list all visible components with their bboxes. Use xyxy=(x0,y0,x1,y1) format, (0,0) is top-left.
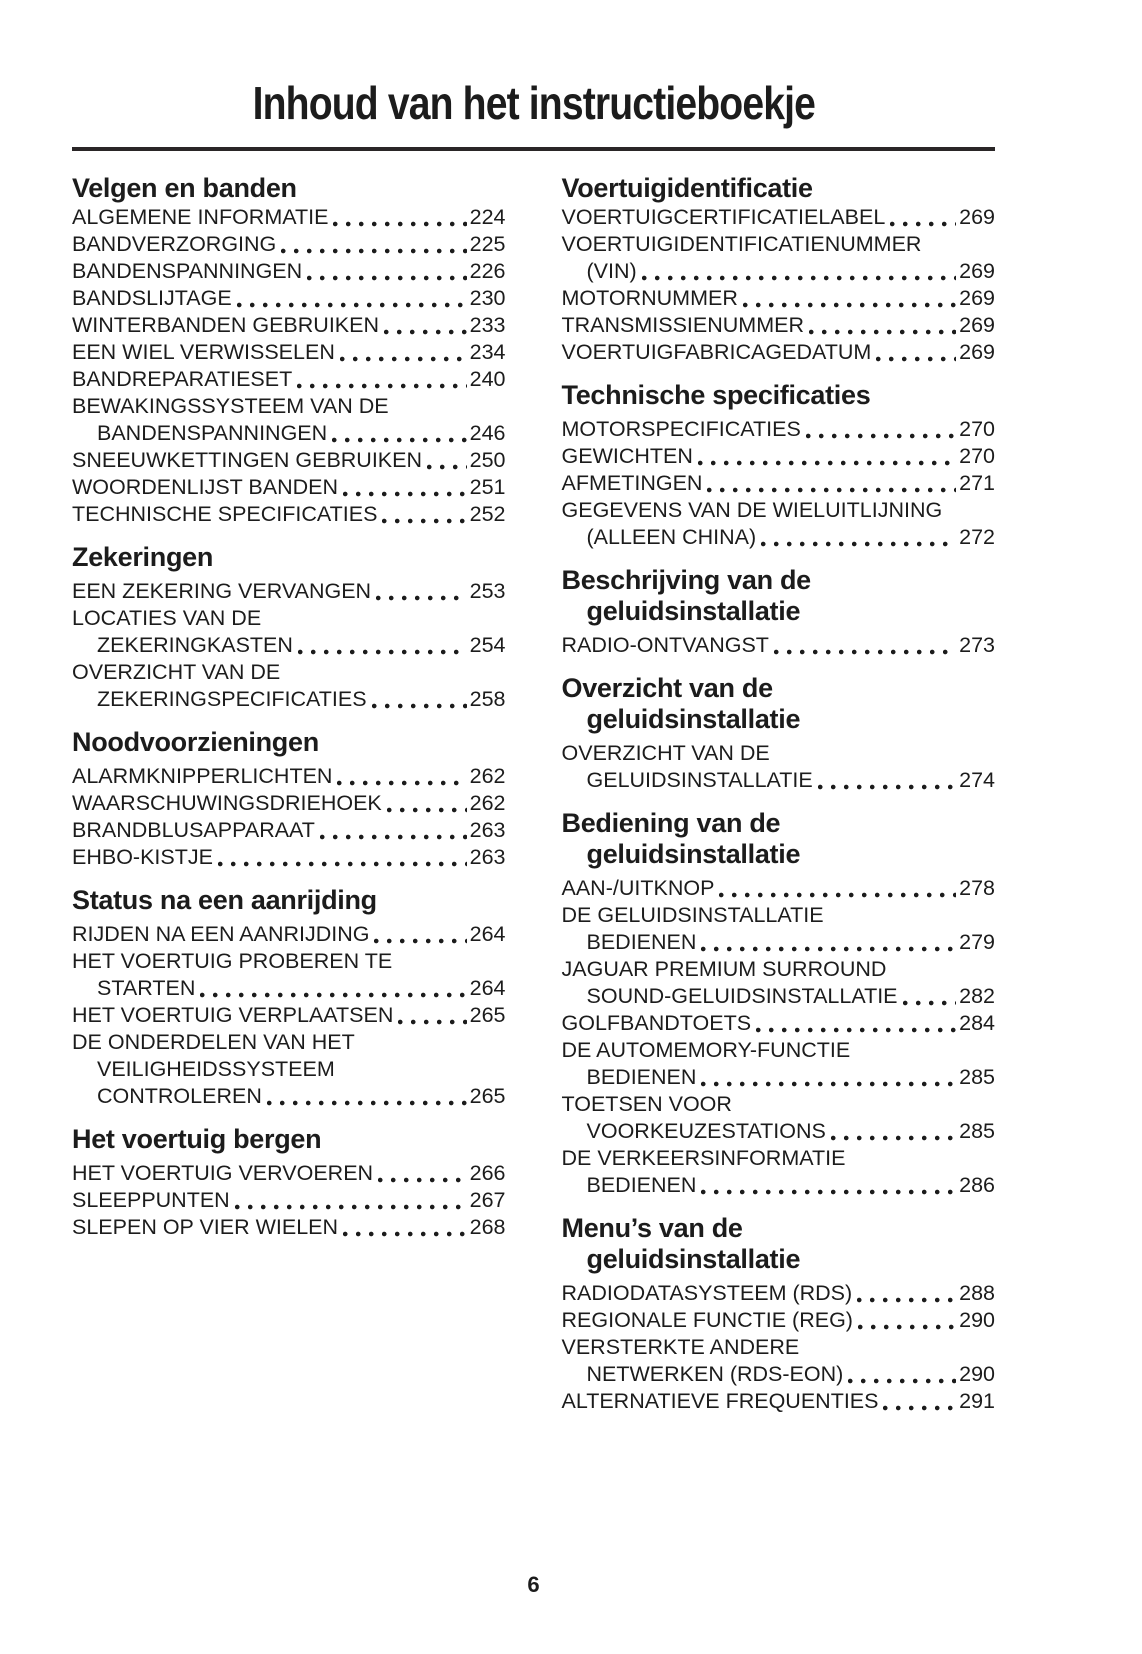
toc-section xyxy=(562,808,996,1199)
toc-entry xyxy=(72,632,506,659)
toc-entry xyxy=(562,339,996,366)
toc-entry-continuation xyxy=(72,659,506,686)
entry-label: BANDREPARATIESET xyxy=(72,367,293,391)
dot-leader xyxy=(298,632,467,659)
toc-entry xyxy=(562,875,996,902)
entry-page-number: 230 xyxy=(469,286,506,310)
toc-entry-continuation xyxy=(72,948,506,975)
entry-label: REGIONALE FUNCTIE (REG) xyxy=(561,1308,853,1332)
dot-leader xyxy=(890,204,956,231)
entry-label: AAN-/UITKNOP xyxy=(561,876,715,900)
entry-label: SNEEUWKETTINGEN GEBRUIKEN xyxy=(72,448,423,472)
entry-label: ALTERNATIEVE FREQUENTIES xyxy=(561,1389,879,1413)
toc-entry xyxy=(72,231,506,258)
toc-entry xyxy=(72,844,506,871)
dot-leader xyxy=(707,470,956,497)
dot-leader xyxy=(774,632,956,659)
entry-page-number: 284 xyxy=(959,1011,995,1035)
toc-entry xyxy=(562,1064,996,1091)
entry-page-number: 252 xyxy=(469,502,506,526)
entry-page-number: 251 xyxy=(469,475,506,499)
entry-label: WAARSCHUWINGSDRIEHOEK xyxy=(72,791,382,815)
toc-entry xyxy=(72,312,506,339)
toc-entry xyxy=(72,921,506,948)
entry-label: EEN ZEKERING VERVANGEN xyxy=(72,579,372,603)
toc-entry-continuation xyxy=(72,1056,506,1083)
dot-leader xyxy=(332,420,466,447)
toc-columns xyxy=(72,173,995,1415)
entry-page-number: 265 xyxy=(469,1084,506,1108)
dot-leader xyxy=(376,578,467,605)
entry-label: HET VOERTUIG VERPLAATSEN xyxy=(72,1003,394,1027)
dot-leader xyxy=(743,285,956,312)
toc-entry xyxy=(72,578,506,605)
entry-label: DE VERKEERSINFORMATIE xyxy=(561,1146,846,1170)
entry-label: OVERZICHT VAN DE xyxy=(561,741,770,765)
entry-label: VEILIGHEIDSSYSTEEM xyxy=(97,1057,335,1081)
entry-label: HET VOERTUIG PROBEREN TE xyxy=(72,949,393,973)
entry-label: BEWAKINGSSYSTEEM VAN DE xyxy=(72,394,389,418)
entry-page-number: 274 xyxy=(959,768,995,792)
toc-entry xyxy=(72,686,506,713)
page-title xyxy=(72,76,995,130)
entry-label: GELUIDSINSTALLATIE xyxy=(586,768,813,792)
section-heading-line: Bediening van de xyxy=(561,808,781,838)
entry-page-number: 272 xyxy=(959,525,995,549)
section-heading-line: geluidsinstallatie xyxy=(586,596,801,626)
section-heading-line: Voertuigidentificatie xyxy=(561,173,813,203)
dot-leader xyxy=(320,817,467,844)
entry-label: RADIO-ONTVANGST xyxy=(561,633,769,657)
toc-section xyxy=(562,673,996,794)
toc-entry-continuation xyxy=(72,605,506,632)
entry-page-number: 285 xyxy=(959,1065,995,1089)
toc-entry xyxy=(562,312,996,339)
entry-label: MOTORSPECIFICATIES xyxy=(561,417,801,441)
toc-entry xyxy=(72,474,506,501)
dot-leader xyxy=(701,1172,956,1199)
toc-entry xyxy=(72,1214,506,1241)
entry-page-number: 226 xyxy=(469,259,506,283)
entry-page-number: 265 xyxy=(469,1003,506,1027)
entry-page-number: 258 xyxy=(469,687,506,711)
entry-page-number: 285 xyxy=(959,1119,995,1143)
toc-section xyxy=(562,1213,996,1415)
toc-entry xyxy=(562,285,996,312)
section-heading xyxy=(562,173,996,204)
entry-label: ZEKERINGSPECIFICATIES xyxy=(97,687,367,711)
entry-page-number: 269 xyxy=(959,205,995,229)
toc-section xyxy=(72,542,506,713)
dot-leader xyxy=(857,1280,956,1307)
entry-label: EHBO-KISTJE xyxy=(72,845,213,869)
toc-entry xyxy=(72,1187,506,1214)
entry-label: LOCATIES VAN DE xyxy=(72,606,262,630)
toc-entry xyxy=(562,767,996,794)
entry-page-number: 279 xyxy=(959,930,995,954)
entry-label: BANDVERZORGING xyxy=(72,232,277,256)
section-heading xyxy=(562,673,996,735)
dot-leader xyxy=(756,1010,956,1037)
entry-label: BRANDBLUSAPPARAAT xyxy=(72,818,315,842)
section-heading xyxy=(72,173,506,204)
dot-leader xyxy=(809,312,956,339)
section-heading xyxy=(562,1213,996,1275)
entry-label: EEN WIEL VERWISSELEN xyxy=(72,340,335,364)
toc-entry xyxy=(72,1083,506,1110)
toc-entry xyxy=(72,501,506,528)
section-heading xyxy=(562,808,996,870)
entry-label: (VIN) xyxy=(586,259,637,283)
section-heading xyxy=(562,565,996,627)
toc-section xyxy=(72,1124,506,1241)
entry-label: TECHNISCHE SPECIFICATIES xyxy=(72,502,378,526)
toc-entry xyxy=(72,258,506,285)
section-heading xyxy=(72,1124,506,1155)
dot-leader xyxy=(876,339,956,366)
entry-label: (ALLEEN CHINA) xyxy=(586,525,757,549)
page-title-text: Inhoud van het instructieboekje xyxy=(252,77,815,129)
entry-label: VOERTUIGIDENTIFICATIENUMMER xyxy=(561,232,922,256)
dot-leader xyxy=(848,1361,956,1388)
toc-entry xyxy=(562,1361,996,1388)
dot-leader xyxy=(237,285,467,312)
section-heading-line: Technische specificaties xyxy=(561,380,871,410)
entry-label: TOETSEN VOOR xyxy=(561,1092,732,1116)
entry-label: MOTORNUMMER xyxy=(561,286,738,310)
toc-entry xyxy=(72,790,506,817)
entry-page-number: 233 xyxy=(469,313,506,337)
section-heading-line: geluidsinstallatie xyxy=(586,839,801,869)
entry-label: RIJDEN NA EEN AANRIJDING xyxy=(72,922,370,946)
entry-page-number: 268 xyxy=(469,1215,506,1239)
toc-entry xyxy=(562,1172,996,1199)
dot-leader xyxy=(806,416,956,443)
dot-leader xyxy=(701,929,956,956)
entry-label: GOLFBANDTOETS xyxy=(561,1011,752,1035)
toc-entry-continuation xyxy=(562,956,996,983)
entry-label: AFMETINGEN xyxy=(561,471,703,495)
dot-leader xyxy=(761,524,956,551)
dot-leader xyxy=(387,790,467,817)
toc-entry xyxy=(562,1307,996,1334)
entry-label: BANDENSPANNINGEN xyxy=(97,421,328,445)
dot-leader xyxy=(818,767,956,794)
entry-page-number: 250 xyxy=(469,448,506,472)
section-heading-line: Velgen en banden xyxy=(72,173,297,203)
section-heading xyxy=(562,380,996,411)
dot-leader xyxy=(333,204,466,231)
dot-leader xyxy=(903,983,957,1010)
toc-entry xyxy=(72,447,506,474)
entry-label: BEDIENEN xyxy=(586,930,697,954)
toc-entry-continuation xyxy=(562,902,996,929)
toc-entry-continuation xyxy=(562,740,996,767)
toc-entry xyxy=(562,929,996,956)
entry-label: VERSTERKTE ANDERE xyxy=(561,1335,800,1359)
entry-label: TRANSMISSIENUMMER xyxy=(561,313,804,337)
entry-page-number: 288 xyxy=(959,1281,995,1305)
toc-entry xyxy=(562,524,996,551)
toc-entry xyxy=(72,420,506,447)
toc-entry-continuation xyxy=(562,231,996,258)
dot-leader xyxy=(281,231,466,258)
dot-leader xyxy=(297,366,466,393)
toc-entry xyxy=(562,1118,996,1145)
toc-entry-continuation xyxy=(562,497,996,524)
entry-label: VOERTUIGFABRICAGEDATUM xyxy=(561,340,872,364)
page-number-footer: 6 xyxy=(527,1572,540,1597)
dot-leader xyxy=(378,1160,467,1187)
entry-page-number: 263 xyxy=(469,845,506,869)
entry-label: WINTERBANDEN GEBRUIKEN xyxy=(72,313,380,337)
toc-entry xyxy=(72,763,506,790)
entry-label: SLEEPPUNTEN xyxy=(72,1188,230,1212)
dot-leader xyxy=(200,975,466,1002)
section-heading-line: Noodvoorzieningen xyxy=(72,727,319,757)
entry-label: SLEPEN OP VIER WIELEN xyxy=(72,1215,339,1239)
entry-label: BEDIENEN xyxy=(586,1065,697,1089)
toc-entry xyxy=(562,470,996,497)
entry-page-number: 262 xyxy=(469,791,506,815)
entry-label: DE ONDERDELEN VAN HET xyxy=(72,1030,355,1054)
entry-label: WOORDENLIJST BANDEN xyxy=(72,475,338,499)
dot-leader xyxy=(642,258,956,285)
dot-leader xyxy=(398,1002,466,1029)
entry-page-number: 264 xyxy=(469,976,506,1000)
page-header xyxy=(72,76,995,151)
entry-page-number: 253 xyxy=(469,579,506,603)
toc-entry xyxy=(72,366,506,393)
toc-entry-continuation xyxy=(562,1091,996,1118)
entry-label: BANDENSPANNINGEN xyxy=(72,259,303,283)
page-footer xyxy=(72,1572,995,1598)
section-heading-line: Beschrijving van de xyxy=(561,565,811,595)
entry-page-number: 270 xyxy=(959,444,995,468)
entry-page-number: 290 xyxy=(959,1362,995,1386)
entry-label: STARTEN xyxy=(97,976,196,1000)
entry-page-number: 273 xyxy=(959,633,995,657)
dot-leader xyxy=(883,1388,956,1415)
dot-leader xyxy=(372,686,467,713)
entry-page-number: 269 xyxy=(959,286,995,310)
section-heading-line: geluidsinstallatie xyxy=(586,704,801,734)
dot-leader xyxy=(384,312,467,339)
entry-page-number: 267 xyxy=(469,1188,506,1212)
toc-entry-continuation xyxy=(72,393,506,420)
section-heading xyxy=(72,542,506,573)
entry-page-number: 290 xyxy=(959,1308,995,1332)
toc-entry xyxy=(562,416,996,443)
entry-label: JAGUAR PREMIUM SURROUND xyxy=(561,957,887,981)
toc-entry xyxy=(72,339,506,366)
entry-page-number: 234 xyxy=(469,340,506,364)
entry-page-number: 269 xyxy=(959,259,995,283)
toc-entry xyxy=(562,983,996,1010)
section-heading-line: Het voertuig bergen xyxy=(72,1124,322,1154)
entry-label: SOUND-GELUIDSINSTALLATIE xyxy=(586,984,898,1008)
entry-label: RADIODATASYSTEEM (RDS) xyxy=(561,1281,853,1305)
entry-page-number: 286 xyxy=(959,1173,995,1197)
toc-entry xyxy=(72,975,506,1002)
entry-label: VOORKEUZESTATIONS xyxy=(586,1119,826,1143)
entry-label: BEDIENEN xyxy=(586,1173,697,1197)
dot-leader xyxy=(427,447,467,474)
toc-entry xyxy=(72,285,506,312)
toc-entry xyxy=(72,204,506,231)
entry-label: DE AUTOMEMORY-FUNCTIE xyxy=(561,1038,851,1062)
toc-section xyxy=(72,173,506,528)
dot-leader xyxy=(374,921,466,948)
entry-page-number: 240 xyxy=(469,367,506,391)
toc-column-left xyxy=(72,173,506,1241)
toc-entry xyxy=(72,1160,506,1187)
entry-label: GEWICHTEN xyxy=(561,444,693,468)
section-heading-line: geluidsinstallatie xyxy=(586,1244,801,1274)
toc-entry xyxy=(72,817,506,844)
entry-page-number: 262 xyxy=(469,764,506,788)
entry-label: ALARMKNIPPERLICHTEN xyxy=(72,764,333,788)
section-heading-line: Overzicht van de xyxy=(561,673,773,703)
entry-label: HET VOERTUIG VERVOEREN xyxy=(72,1161,374,1185)
section-heading-line: Menu’s van de xyxy=(561,1213,743,1243)
toc-entry xyxy=(562,443,996,470)
entry-page-number: 246 xyxy=(469,421,506,445)
entry-page-number: 282 xyxy=(959,984,995,1008)
dot-leader xyxy=(235,1187,467,1214)
dot-leader xyxy=(343,474,467,501)
entry-label: ZEKERINGKASTEN xyxy=(97,633,293,657)
toc-section xyxy=(562,173,996,366)
toc-entry-continuation xyxy=(72,1029,506,1056)
entry-label: GEGEVENS VAN DE WIELUITLIJNING xyxy=(561,498,943,522)
entry-page-number: 266 xyxy=(469,1161,506,1185)
toc-entry-continuation xyxy=(562,1037,996,1064)
dot-leader xyxy=(267,1083,467,1110)
entry-label: CONTROLEREN xyxy=(97,1084,262,1108)
toc-entry xyxy=(562,1010,996,1037)
toc-entry xyxy=(562,1280,996,1307)
section-heading xyxy=(72,885,506,916)
entry-label: OVERZICHT VAN DE xyxy=(72,660,281,684)
entry-label: BANDSLIJTAGE xyxy=(72,286,232,310)
dot-leader xyxy=(307,258,466,285)
toc-section xyxy=(562,565,996,659)
entry-page-number: 269 xyxy=(959,340,995,364)
toc-entry xyxy=(562,632,996,659)
dot-leader xyxy=(382,501,466,528)
entry-label: NETWERKEN (RDS-EON) xyxy=(586,1362,844,1386)
toc-entry-continuation xyxy=(562,1334,996,1361)
toc-entry xyxy=(72,1002,506,1029)
dot-leader xyxy=(337,763,466,790)
entry-page-number: 269 xyxy=(959,313,995,337)
entry-page-number: 270 xyxy=(959,417,995,441)
toc-entry xyxy=(562,1388,996,1415)
toc-section xyxy=(72,885,506,1110)
toc-column-right xyxy=(562,173,996,1415)
toc-entry-continuation xyxy=(562,1145,996,1172)
entry-label: VOERTUIGCERTIFICATIELABEL xyxy=(561,205,886,229)
entry-page-number: 254 xyxy=(469,633,506,657)
entry-page-number: 278 xyxy=(959,876,995,900)
title-divider xyxy=(72,147,995,151)
entry-page-number: 263 xyxy=(469,818,506,842)
toc-section xyxy=(72,727,506,871)
entry-page-number: 264 xyxy=(469,922,506,946)
dot-leader xyxy=(701,1064,956,1091)
toc-entry xyxy=(562,258,996,285)
entry-page-number: 224 xyxy=(469,205,506,229)
dot-leader xyxy=(831,1118,956,1145)
entry-page-number: 225 xyxy=(469,232,506,256)
dot-leader xyxy=(719,875,956,902)
toc-section xyxy=(562,380,996,551)
entry-page-number: 291 xyxy=(959,1389,995,1413)
dot-leader xyxy=(698,443,956,470)
entry-label: ALGEMENE INFORMATIE xyxy=(72,205,329,229)
dot-leader xyxy=(858,1307,956,1334)
toc-entry xyxy=(562,204,996,231)
dot-leader xyxy=(218,844,467,871)
dot-leader xyxy=(343,1214,467,1241)
entry-label: DE GELUIDSINSTALLATIE xyxy=(561,903,824,927)
section-heading-line: Status na een aanrijding xyxy=(72,885,377,915)
entry-page-number: 271 xyxy=(959,471,995,495)
section-heading-line: Zekeringen xyxy=(72,542,214,572)
dot-leader xyxy=(340,339,467,366)
section-heading xyxy=(72,727,506,758)
